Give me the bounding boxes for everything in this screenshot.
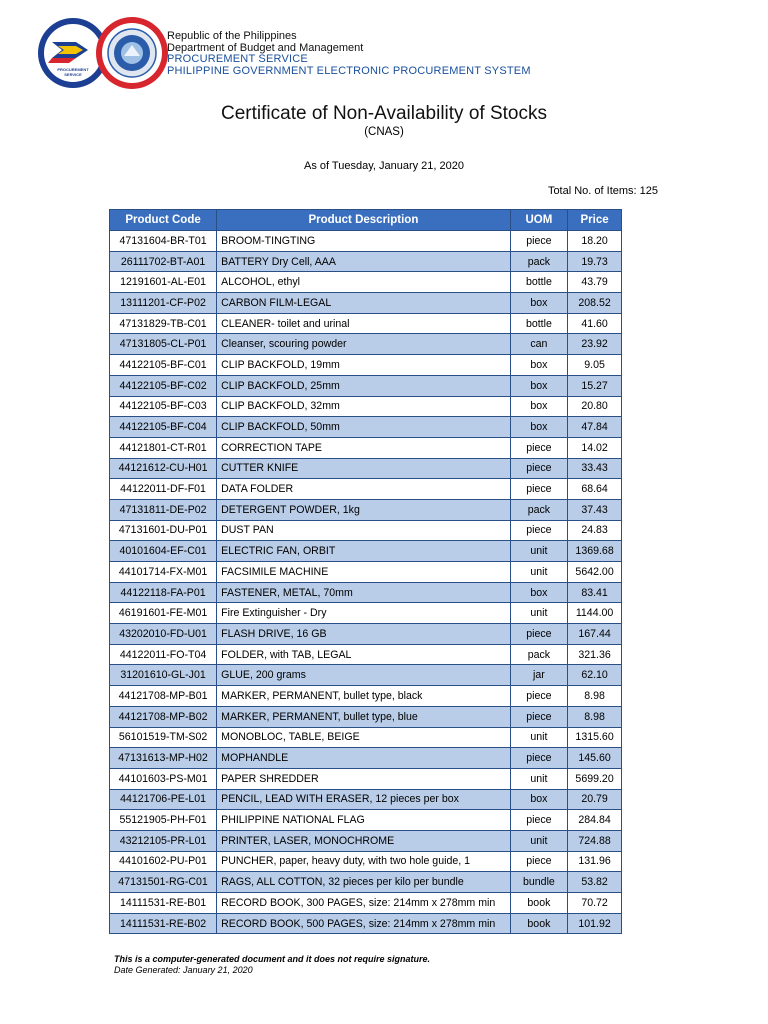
cell-price: 53.82 xyxy=(568,872,622,893)
cell-product-description: FOLDER, with TAB, LEGAL xyxy=(217,644,511,665)
cell-product-code: 43202010-FD-U01 xyxy=(110,624,217,645)
cell-uom: pack xyxy=(510,251,567,272)
cell-price: 18.20 xyxy=(568,231,622,252)
cell-price: 9.05 xyxy=(568,355,622,376)
document-title: Certificate of Non-Availability of Stocks xyxy=(221,103,547,124)
table-row xyxy=(110,830,622,851)
cell-product-description: FASTENER, METAL, 70mm xyxy=(217,582,511,603)
table-row xyxy=(110,479,622,500)
cell-price: 24.83 xyxy=(568,520,622,541)
cell-product-code: 43212105-PR-L01 xyxy=(110,830,217,851)
cell-price: 8.98 xyxy=(568,706,622,727)
table-row xyxy=(110,913,622,934)
table-row xyxy=(110,748,622,769)
table-row xyxy=(110,437,622,458)
cell-uom: pack xyxy=(510,644,567,665)
cell-uom: piece xyxy=(510,458,567,479)
cell-product-code: 31201610-GL-J01 xyxy=(110,665,217,686)
cell-product-description: MONOBLOC, TABLE, BEIGE xyxy=(217,727,511,748)
footer xyxy=(114,954,430,976)
table-row xyxy=(110,686,622,707)
cell-uom: bottle xyxy=(510,272,567,293)
table-row xyxy=(110,417,622,438)
table-row xyxy=(110,272,622,293)
cell-product-description: FACSIMILE MACHINE xyxy=(217,562,511,583)
cell-price: 321.36 xyxy=(568,644,622,665)
cell-product-code: 47131613-MP-H02 xyxy=(110,748,217,769)
cell-uom: can xyxy=(510,334,567,355)
table-row xyxy=(110,624,622,645)
cell-product-description: PRINTER, LASER, MONOCHROME xyxy=(217,830,511,851)
footer-note: This is a computer-generated document and it does not require signature. xyxy=(114,954,431,964)
cell-product-code: 47131829-TB-C01 xyxy=(110,313,217,334)
cell-price: 14.02 xyxy=(568,437,622,458)
header-price: Price xyxy=(568,210,622,231)
cell-price: 724.88 xyxy=(568,830,622,851)
table-row xyxy=(110,603,622,624)
cell-uom: piece xyxy=(510,231,567,252)
cell-price: 70.72 xyxy=(568,893,622,914)
cell-product-description: CLIP BACKFOLD, 32mm xyxy=(217,396,511,417)
table-row xyxy=(110,334,622,355)
table-row xyxy=(110,562,622,583)
cell-price: 20.79 xyxy=(568,789,622,810)
table-body xyxy=(110,231,622,934)
cell-product-code: 44122118-FA-P01 xyxy=(110,582,217,603)
cell-product-code: 44122105-BF-C04 xyxy=(110,417,217,438)
cell-product-description: RAGS, ALL COTTON, 32 pieces per kilo per bundle xyxy=(217,872,511,893)
table-row xyxy=(110,458,622,479)
cell-uom: piece xyxy=(510,851,567,872)
table-row xyxy=(110,665,622,686)
agency-line-philgeps: PHILIPPINE GOVERNMENT ELECTRONIC PROCUREMENT SYSTEM xyxy=(167,64,531,77)
cell-product-description: CLIP BACKFOLD, 50mm xyxy=(217,417,511,438)
cell-uom: box xyxy=(510,417,567,438)
cell-product-description: CUTTER KNIFE xyxy=(217,458,511,479)
table-row xyxy=(110,851,622,872)
cell-product-code: 44121706-PE-L01 xyxy=(110,789,217,810)
cell-uom: unit xyxy=(510,541,567,562)
table-row xyxy=(110,789,622,810)
cell-uom: piece xyxy=(510,810,567,831)
cell-product-code: 47131811-DE-P02 xyxy=(110,499,217,520)
cell-price: 284.84 xyxy=(568,810,622,831)
cell-product-code: 44121708-MP-B02 xyxy=(110,706,217,727)
cell-product-code: 40101604-EF-C01 xyxy=(110,541,217,562)
cell-uom: piece xyxy=(510,624,567,645)
cell-product-code: 44101602-PU-P01 xyxy=(110,851,217,872)
cell-product-description: DETERGENT POWDER, 1kg xyxy=(217,499,511,520)
cell-product-description: RECORD BOOK, 300 PAGES, size: 214mm x 278mm min xyxy=(217,893,511,914)
cell-price: 1369.68 xyxy=(568,541,622,562)
cell-product-code: 44101714-FX-M01 xyxy=(110,562,217,583)
svg-text:SERVICE: SERVICE xyxy=(64,72,82,77)
cell-uom: bundle xyxy=(510,872,567,893)
agency-block xyxy=(167,31,531,77)
logos xyxy=(36,16,170,90)
table-row xyxy=(110,293,622,314)
cell-product-code: 47131805-CL-P01 xyxy=(110,334,217,355)
cell-product-description: CARBON FILM-LEGAL xyxy=(217,293,511,314)
cell-uom: piece xyxy=(510,437,567,458)
table-row xyxy=(110,355,622,376)
cell-uom: box xyxy=(510,293,567,314)
cell-product-description: BATTERY Dry Cell, AAA xyxy=(217,251,511,272)
table-row xyxy=(110,520,622,541)
cell-product-code: 56101519-TM-S02 xyxy=(110,727,217,748)
cell-product-description: MOPHANDLE xyxy=(217,748,511,769)
cell-product-code: 44101603-PS-M01 xyxy=(110,768,217,789)
cell-product-code: 44122011-DF-F01 xyxy=(110,479,217,500)
cell-uom: piece xyxy=(510,520,567,541)
cell-uom: piece xyxy=(510,479,567,500)
cell-uom: unit xyxy=(510,830,567,851)
cell-price: 68.64 xyxy=(568,479,622,500)
cell-product-description: CLIP BACKFOLD, 19mm xyxy=(217,355,511,376)
header-product-description: Product Description xyxy=(217,210,511,231)
cell-product-code: 26111702-BT-A01 xyxy=(110,251,217,272)
agency-line-ps: PROCUREMENT SERVICE xyxy=(167,53,308,65)
cell-price: 47.84 xyxy=(568,417,622,438)
table-row xyxy=(110,313,622,334)
cell-product-description: ELECTRIC FAN, ORBIT xyxy=(217,541,511,562)
cell-price: 37.43 xyxy=(568,499,622,520)
table-row xyxy=(110,541,622,562)
cell-product-description: MARKER, PERMANENT, bullet type, blue xyxy=(217,706,511,727)
cell-product-code: 44121708-MP-B01 xyxy=(110,686,217,707)
table-row xyxy=(110,375,622,396)
cell-product-description: PHILIPPINE NATIONAL FLAG xyxy=(217,810,511,831)
cell-uom: bottle xyxy=(510,313,567,334)
table-header-row xyxy=(110,210,622,231)
header-product-code: Product Code xyxy=(110,210,217,231)
items-table xyxy=(109,209,622,934)
cell-uom: piece xyxy=(510,706,567,727)
cell-price: 43.79 xyxy=(568,272,622,293)
cell-price: 83.41 xyxy=(568,582,622,603)
cell-price: 5642.00 xyxy=(568,562,622,583)
table-row xyxy=(110,810,622,831)
cell-product-code: 44121801-CT-R01 xyxy=(110,437,217,458)
cell-price: 8.98 xyxy=(568,686,622,707)
cell-uom: jar xyxy=(510,665,567,686)
cell-uom: unit xyxy=(510,562,567,583)
header-uom: UOM xyxy=(510,210,567,231)
cell-price: 1315.60 xyxy=(568,727,622,748)
cell-price: 101.92 xyxy=(568,913,622,934)
cell-product-description: FLASH DRIVE, 16 GB xyxy=(217,624,511,645)
table-row xyxy=(110,727,622,748)
cell-product-description: PUNCHER, paper, heavy duty, with two hole guide, 1 xyxy=(217,851,511,872)
cell-product-code: 14111531-RE-B02 xyxy=(110,913,217,934)
cell-uom: piece xyxy=(510,686,567,707)
table-row xyxy=(110,499,622,520)
table-row xyxy=(110,768,622,789)
cell-product-description: Fire Extinguisher - Dry xyxy=(217,603,511,624)
cell-uom: unit xyxy=(510,603,567,624)
total-items: Total No. of Items: 125 xyxy=(547,185,658,197)
cell-product-description: CORRECTION TAPE xyxy=(217,437,511,458)
dbm-seal-icon xyxy=(94,16,170,90)
cell-price: 131.96 xyxy=(568,851,622,872)
cell-product-description: MARKER, PERMANENT, bullet type, black xyxy=(217,686,511,707)
cell-product-code: 14111531-RE-B01 xyxy=(110,893,217,914)
cell-uom: unit xyxy=(510,768,567,789)
cell-price: 20.80 xyxy=(568,396,622,417)
cell-product-description: CLEANER- toilet and urinal xyxy=(217,313,511,334)
cell-uom: box xyxy=(510,375,567,396)
document-subtitle: (CNAS) xyxy=(364,126,404,138)
table-row xyxy=(110,893,622,914)
svg-text:PROCUREMENT: PROCUREMENT xyxy=(57,67,89,72)
cell-price: 33.43 xyxy=(568,458,622,479)
cell-product-description: RECORD BOOK, 500 PAGES, size: 214mm x 278mm min xyxy=(217,913,511,934)
cell-uom: box xyxy=(510,789,567,810)
cell-product-code: 13111201-CF-P02 xyxy=(110,293,217,314)
document-header xyxy=(36,16,736,96)
cell-uom: box xyxy=(510,582,567,603)
cell-product-description: PAPER SHREDDER xyxy=(217,768,511,789)
cell-product-description: ALCOHOL, ethyl xyxy=(217,272,511,293)
cell-price: 41.60 xyxy=(568,313,622,334)
cell-uom: unit xyxy=(510,727,567,748)
cell-uom: box xyxy=(510,396,567,417)
agency-line-dbm: Department of Budget and Management xyxy=(167,41,364,54)
table-row xyxy=(110,706,622,727)
cell-price: 62.10 xyxy=(568,665,622,686)
cell-price: 5699.20 xyxy=(568,768,622,789)
cell-product-code: 44122011-FO-T04 xyxy=(110,644,217,665)
table-row xyxy=(110,396,622,417)
table-row xyxy=(110,582,622,603)
cell-product-description: BROOM-TINGTING xyxy=(217,231,511,252)
table-row xyxy=(110,872,622,893)
cell-uom: box xyxy=(510,355,567,376)
table-row xyxy=(110,251,622,272)
cell-product-description: Cleanser, scouring powder xyxy=(217,334,511,355)
cell-product-code: 44122105-BF-C02 xyxy=(110,375,217,396)
cell-price: 23.92 xyxy=(568,334,622,355)
cell-product-description: DUST PAN xyxy=(217,520,511,541)
footer-date-generated: Date Generated: January 21, 2020 xyxy=(114,965,253,975)
cell-uom: piece xyxy=(510,748,567,769)
cell-price: 1144.00 xyxy=(568,603,622,624)
cell-product-code: 47131604-BR-T01 xyxy=(110,231,217,252)
cell-product-description: PENCIL, LEAD WITH ERASER, 12 pieces per box xyxy=(217,789,511,810)
cell-product-code: 44121612-CU-H01 xyxy=(110,458,217,479)
cell-product-code: 47131601-DU-P01 xyxy=(110,520,217,541)
cell-price: 15.27 xyxy=(568,375,622,396)
cell-price: 19.73 xyxy=(568,251,622,272)
cell-product-code: 47131501-RG-C01 xyxy=(110,872,217,893)
agency-line-republic: Republic of the Philippines xyxy=(167,30,297,42)
cell-product-code: 44122105-BF-C01 xyxy=(110,355,217,376)
cell-product-code: 12191601-AL-E01 xyxy=(110,272,217,293)
cell-product-code: 46191601-FE-M01 xyxy=(110,603,217,624)
cell-uom: book xyxy=(510,893,567,914)
cell-uom: pack xyxy=(510,499,567,520)
cell-price: 145.60 xyxy=(568,748,622,769)
table-row xyxy=(110,231,622,252)
table-row xyxy=(110,644,622,665)
cell-product-description: DATA FOLDER xyxy=(217,479,511,500)
cell-product-description: CLIP BACKFOLD, 25mm xyxy=(217,375,511,396)
cell-product-description: GLUE, 200 grams xyxy=(217,665,511,686)
cell-product-code: 55121905-PH-F01 xyxy=(110,810,217,831)
as-of-date: As of Tuesday, January 21, 2020 xyxy=(303,160,464,172)
cell-uom: book xyxy=(510,913,567,934)
cell-product-code: 44122105-BF-C03 xyxy=(110,396,217,417)
cell-price: 167.44 xyxy=(568,624,622,645)
cell-price: 208.52 xyxy=(568,293,622,314)
